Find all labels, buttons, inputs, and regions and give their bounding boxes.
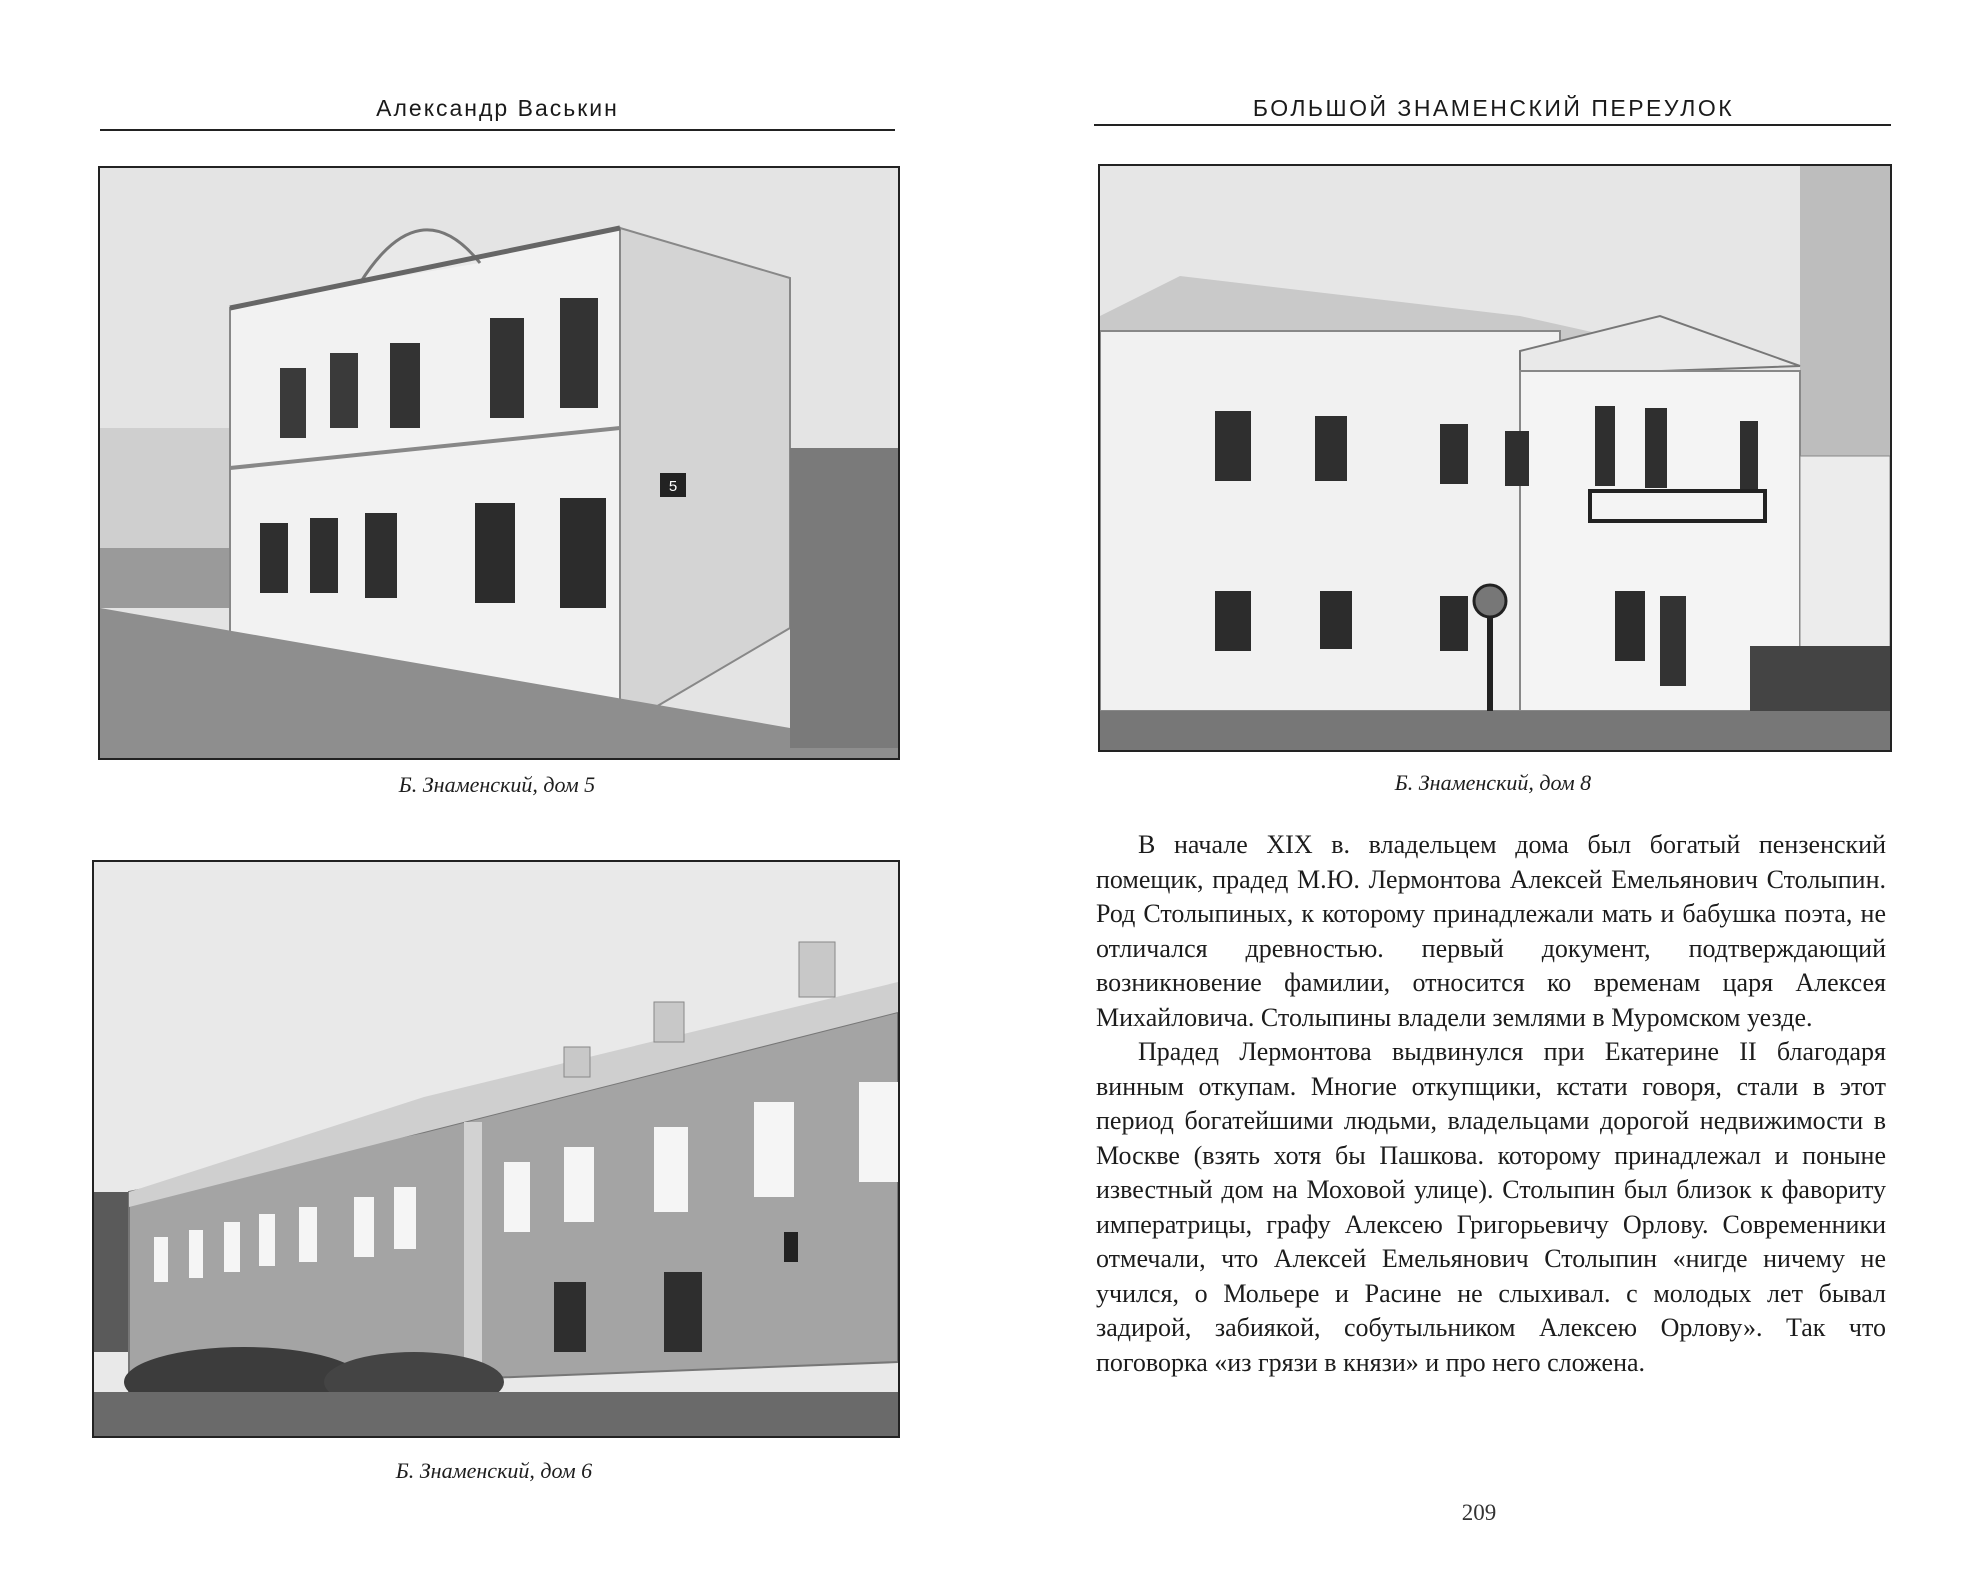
page-number: 209	[1461, 1500, 1497, 1525]
header-rule	[1094, 124, 1891, 126]
header-rule	[100, 129, 895, 131]
photo-house-8	[1098, 164, 1892, 752]
running-head-author: Александр Васькин	[376, 95, 619, 121]
paragraph: В начале XIX в. владельцем дома был богатый пензенский помещик, прадед М.Ю. Лермонтова Алексей Емельянович Столыпин. Род Столыпиных, к которому принадлежали мать и бабушка поэта, не отличался древностью. первый документ, подтверждающий возникновение фамилии, относится ко временам царя Алексея Михайловича. Столыпины владели землями в Муромском уезде.	[1096, 830, 1886, 1032]
right-page	[986, 0, 1972, 1586]
photo-caption: Б. Знаменский, дом 8	[1394, 770, 1592, 795]
house-number-plate: 5	[668, 478, 678, 495]
body-text	[1096, 828, 1886, 1380]
photo-caption: Б. Знаменский, дом 6	[395, 1458, 593, 1483]
paragraph: Прадед Лермонтова выдвинулся при Екатерине II благодаря винным откупам. Многие откупщики, кстати говоря, стали в этот период богатейшими людьми, владельцами дорогой недвижимости в Москве (взять хотя бы Пашкова. которому принадлежал и поныне известный дом на Моховой улице). Столыпин был близок к фавориту императрицы, графу Алексею Григорьевичу Орлову. Современники отмечали, что Алексей Емельянович Столыпин «нигде ничему не учился, о Мольере и Расине не слыхивал. с молодых лет бывал задирой, забиякой, собутыльником Алексею Орлову». Так что поговорка «из грязи в князи» и про него сложена.	[1096, 1037, 1886, 1377]
photo-caption: Б. Знаменский, дом 5	[398, 772, 596, 797]
photo-house-6	[92, 860, 900, 1438]
running-head-chapter: БОЛЬШОЙ ЗНАМЕНСКИЙ ПЕРЕУЛОК	[1252, 95, 1735, 121]
photo-house-5	[98, 166, 900, 760]
